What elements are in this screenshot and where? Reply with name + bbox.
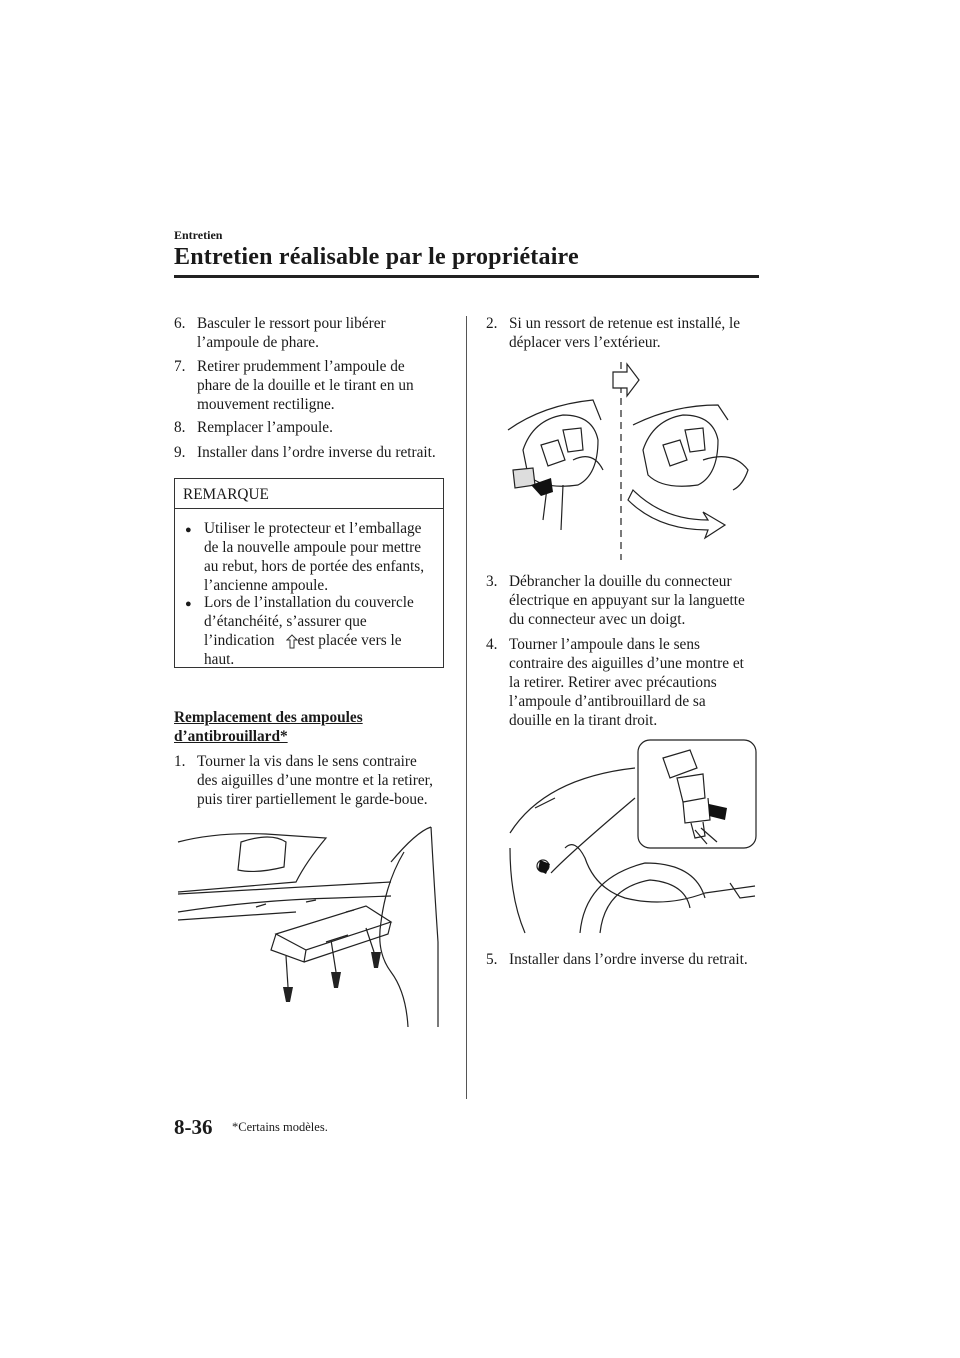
fog-step-1 bbox=[174, 752, 464, 812]
step-4 bbox=[486, 635, 776, 735]
step-line: Débrancher la douille du connecteur bbox=[509, 573, 732, 590]
step-line: l’ampoule d’antibrouillard de sa bbox=[509, 693, 706, 710]
step-8 bbox=[174, 418, 454, 438]
heading-line: Remplacement des ampoules bbox=[174, 709, 363, 726]
step-number: 3. bbox=[486, 573, 498, 590]
step-number: 6. bbox=[174, 315, 186, 332]
page-title: Entretien réalisable par le propriétaire bbox=[174, 244, 579, 270]
step-line: l’ampoule de phare. bbox=[197, 334, 319, 351]
bullet-line: au rebut, hors de portée des enfants, bbox=[204, 558, 425, 575]
step-line: douille en la tirant droit. bbox=[509, 712, 658, 729]
bullet-icon: ● bbox=[185, 524, 192, 536]
step-line: Basculer le ressort pour libérer bbox=[197, 315, 386, 332]
note-divider bbox=[175, 508, 443, 509]
step-number: 8. bbox=[174, 419, 186, 436]
bullet-line: Lors de l’installation du couvercle bbox=[204, 594, 414, 611]
step-line: puis tirer partiellement le garde-boue. bbox=[197, 791, 428, 808]
step-line: la retirer. Retirer avec précautions bbox=[509, 674, 717, 691]
note-bullet bbox=[185, 519, 440, 599]
bullet-line: l’indication est placée vers le bbox=[204, 632, 402, 649]
note-title: REMARQUE bbox=[183, 486, 269, 503]
up-arrow-icon bbox=[286, 634, 298, 649]
bullet-line: de la nouvelle ampoule pour mettre bbox=[204, 539, 422, 556]
step-line: Remplacer l’ampoule. bbox=[197, 419, 333, 436]
step-3 bbox=[486, 572, 776, 632]
step-5 bbox=[486, 950, 776, 970]
step-line: mouvement rectiligne. bbox=[197, 396, 335, 413]
step-line: phare de la douille et le tirant en un bbox=[197, 377, 414, 394]
step-2 bbox=[486, 314, 766, 354]
column-divider bbox=[466, 316, 467, 1099]
bullet-line: haut. bbox=[204, 651, 235, 668]
bullet-line: l’ancienne ampoule. bbox=[204, 577, 329, 594]
fog-lamp-heading bbox=[174, 708, 363, 746]
step-number: 2. bbox=[486, 315, 498, 332]
fog-lamp-illustration bbox=[505, 738, 760, 938]
mudguard-illustration bbox=[176, 822, 441, 1027]
step-7 bbox=[174, 357, 454, 417]
step-number: 9. bbox=[174, 444, 186, 461]
step-number: 4. bbox=[486, 636, 498, 653]
step-number: 1. bbox=[174, 753, 186, 770]
bullet-line: d’étanchéité, s’assurer que bbox=[204, 613, 367, 630]
note-box bbox=[174, 478, 444, 668]
step-line: des aiguilles d’une montre et la retirer, bbox=[197, 772, 433, 789]
headlamp-spring-illustration bbox=[503, 360, 763, 560]
step-line: contraire des aiguilles d’une montre et bbox=[509, 655, 744, 672]
heading-line: d’antibrouillard* bbox=[174, 728, 288, 745]
step-line: déplacer vers l’extérieur. bbox=[509, 334, 661, 351]
page-number: 8-36 bbox=[174, 1115, 213, 1139]
step-6 bbox=[174, 314, 454, 354]
bullet-line: Utiliser le protecteur et l’emballage bbox=[204, 520, 422, 537]
header-rule bbox=[174, 275, 759, 278]
step-number: 5. bbox=[486, 951, 498, 968]
step-line: Si un ressort de retenue est installé, le bbox=[509, 315, 741, 332]
step-line: Retirer prudemment l’ampoule de bbox=[197, 358, 405, 375]
bullet-icon: ● bbox=[185, 598, 192, 610]
step-number: 7. bbox=[174, 358, 186, 375]
section-label: Entretien bbox=[174, 228, 223, 242]
step-line: Installer dans l’ordre inverse du retrait. bbox=[509, 951, 748, 968]
step-line: électrique en appuyant sur la languette bbox=[509, 592, 745, 609]
step-line: Tourner l’ampoule dans le sens bbox=[509, 636, 700, 653]
step-line: Installer dans l’ordre inverse du retrait. bbox=[197, 444, 436, 461]
footnote: *Certains modèles. bbox=[232, 1120, 328, 1134]
step-line: du connecteur avec un doigt. bbox=[509, 611, 686, 628]
note-bullet bbox=[185, 593, 440, 673]
step-9 bbox=[174, 443, 464, 463]
step-line: Tourner la vis dans le sens contraire bbox=[197, 753, 417, 770]
